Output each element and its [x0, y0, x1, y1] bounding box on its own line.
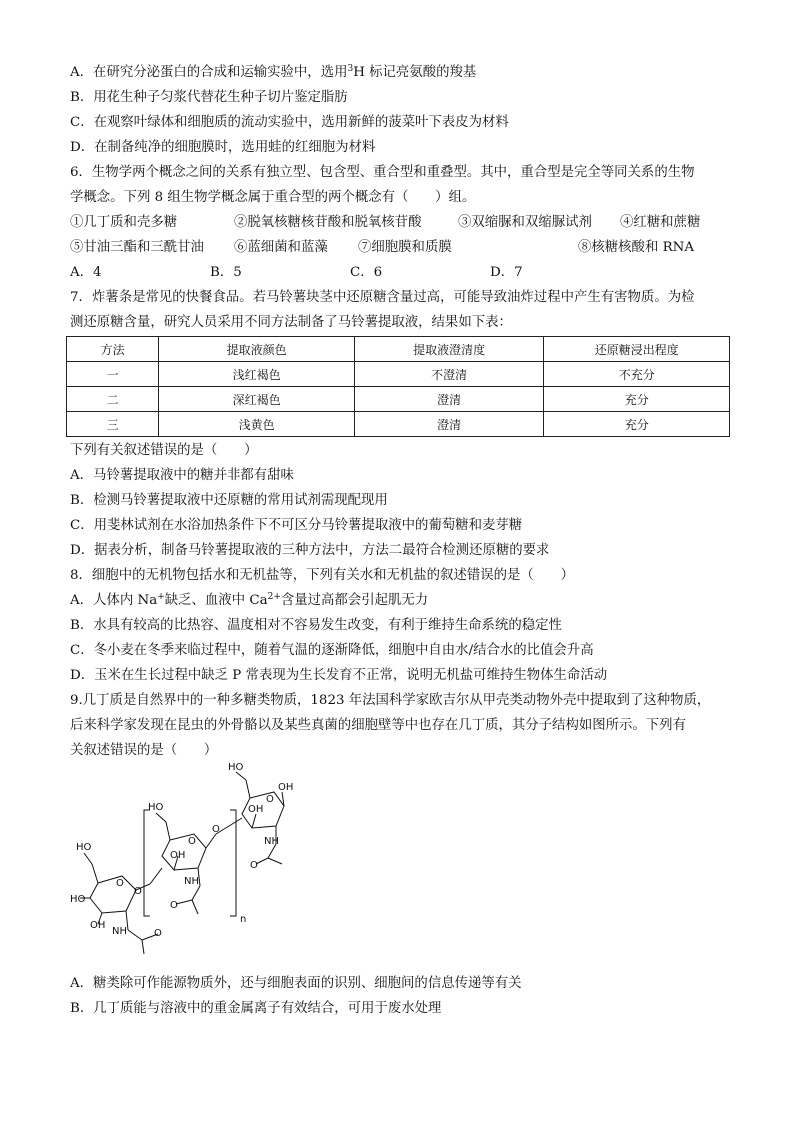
structure-label-oh: OH	[170, 850, 186, 861]
table-row	[67, 362, 730, 387]
q6-item: ④红糖和蔗糖	[620, 215, 701, 230]
table-row	[67, 412, 730, 437]
table-header-cell: 提取液颜色	[159, 337, 355, 362]
table-cell: 充分	[544, 412, 730, 437]
structure-label-o: O	[134, 886, 142, 897]
q6-item: ②脱氧核糖核苷酸和脱氧核苷酸	[234, 215, 422, 230]
structure-label-o: O	[116, 878, 124, 889]
q7-question: 下列有关叙述错误的是（ ）	[70, 443, 258, 458]
q7-results-table	[66, 336, 730, 437]
q8-option-c: C．冬小麦在冬季来临过程中，随着气温的逐渐降低，细胞中自由水/结合水的比值会升高	[70, 643, 594, 658]
table-cell: 三	[67, 412, 159, 437]
table-cell: 澄清	[354, 387, 544, 412]
q6-option: C．6	[350, 265, 383, 280]
q6-item: ⑥蓝细菌和蓝藻	[234, 240, 328, 255]
structure-label-o: O	[212, 824, 220, 835]
structure-label-ho: HO	[76, 842, 92, 853]
structure-label-nh: NH	[112, 926, 127, 937]
table-cell: 浅黄色	[159, 412, 355, 437]
q8-option-d: D．玉米在生长过程中缺乏 P 常表现为生长发育不正常，说明无机盐可维持生物体生命活动	[70, 668, 608, 683]
repeat-bracket-right	[230, 810, 236, 916]
structure-label-nh: NH	[184, 876, 199, 887]
q6-item: ⑧核糖核酸和 RNA	[578, 240, 695, 255]
table-header-row	[67, 337, 730, 362]
q8-option-a: A．人体内 Na+缺乏、血液中 $Ca^{2+}$含量过高都会引起肌无力	[70, 592, 429, 608]
q6-item: ①几丁质和壳多糖	[70, 215, 178, 230]
structure-label-n: n	[240, 914, 247, 925]
table-cell: 不澄清	[354, 362, 544, 387]
structure-label-oh: OH	[278, 782, 294, 793]
q6-items-row2	[70, 239, 694, 257]
repeat-bracket-left	[144, 810, 150, 916]
q7-option-a: A．马铃薯提取液中的糖并非都有甜味	[70, 468, 294, 483]
structure-label-nh: NH	[264, 836, 279, 847]
q6-option: D．7	[490, 265, 523, 280]
q9-stem-line2: 后来科学家发现在昆虫的外骨骼以及某些真菌的细胞壁等中也存在几丁质，其分子结构如图所示。下列有	[70, 718, 686, 733]
structure-label-o: O	[170, 900, 178, 911]
q6-options	[70, 264, 523, 282]
q9-stem-line1: 9.几丁质是自然界中的一种多糖类物质，1823 年法国科学家欧吉尔从甲壳类动物外壳中提取到了这种物质，	[70, 693, 711, 708]
table-header-cell: 方法	[67, 337, 159, 362]
table-cell: 一	[67, 362, 159, 387]
q7-option-d: D．据表分析，制备马铃薯提取液的三种方法中，方法二最符合检测还原糖的要求	[70, 543, 550, 558]
table-cell: 深红褐色	[159, 387, 355, 412]
table-cell: 不充分	[544, 362, 730, 387]
table-row	[67, 387, 730, 412]
q7-option-b: B．检测马铃薯提取液中还原糖的常用试剂需现配现用	[70, 493, 388, 508]
table-header-cell: 提取液澄清度	[354, 337, 544, 362]
q6-item: ⑤甘油三酯和三酰甘油	[70, 240, 204, 255]
structure-label-o: O	[250, 860, 258, 871]
table-cell: 二	[67, 387, 159, 412]
q9-stem-line3: 关叙述错误的是（ ）	[70, 743, 218, 758]
q9-option-a: A．糖类除可作能源物质外，还与细胞表面的识别、细胞间的信息传递等有关	[70, 976, 522, 991]
left-sugar-ring	[90, 876, 136, 913]
q6-item: ⑦细胞膜和质膜	[358, 240, 452, 255]
q6-option: B．5	[210, 265, 242, 280]
q6-stem-line1: 6．生物学两个概念之间的关系有独立型、包含型、重合型和重叠型。其中，重合型是完全等同关系的生物	[70, 165, 695, 180]
q6-stem-line2: 学概念。下列 8 组生物学概念属于重合型的两个概念有（ ）组。	[70, 190, 476, 205]
q6-option: A．4	[70, 265, 102, 280]
q5-option-d: D．在制备纯净的细胞膜时，选用蛙的红细胞为材料	[70, 140, 376, 155]
chitin-structure-diagram	[70, 758, 340, 963]
q8-stem: 8．细胞中的无机物包括水和无机盐等，下列有关水和无机盐的叙述错误的是（ ）	[70, 568, 574, 583]
q5-option-a: A．在研究分泌蛋白的合成和运输实验中，选用$^3$H 标记亮氨酸的羧基	[70, 64, 477, 80]
table-cell: 浅红褐色	[159, 362, 355, 387]
table-header-cell: 还原糖浸出程度	[544, 337, 730, 362]
table-cell: 澄清	[354, 412, 544, 437]
structure-label-o: O	[188, 836, 196, 847]
q9-option-b: B．几丁质能与溶液中的重金属离子有效结合，可用于废水处理	[70, 1001, 442, 1016]
structure-label-ho: HO	[228, 762, 244, 773]
q6-items-row1	[70, 214, 700, 232]
structure-label-ho: HO	[70, 894, 86, 905]
q7-stem-line1: 7．炸薯条是常见的快餐食品。若马铃薯块茎中还原糖含量过高，可能导致油炸过程中产生有害物质。为检	[70, 290, 695, 305]
structure-label-oh: OH	[248, 804, 264, 815]
structure-label-ho: HO	[148, 802, 164, 813]
table-cell: 充分	[544, 387, 730, 412]
q7-option-c: C．用斐林试剂在水浴加热条件下不可区分马铃薯提取液中的葡萄糖和麦芽糖	[70, 518, 523, 533]
q8-option-b: B．水具有较高的比热容、温度相对不容易发生改变，有利于维持生命系统的稳定性	[70, 618, 562, 633]
q5-option-c: C．在观察叶绿体和细胞质的流动实验中，选用新鲜的菠菜叶下表皮为材料	[70, 115, 509, 130]
structure-label-oh: OH	[90, 920, 106, 931]
structure-label-o: O	[154, 928, 162, 939]
q6-item: ③双缩脲和双缩脲试剂	[458, 215, 592, 230]
q5-option-b: B．用花生种子匀浆代替花生种子切片鉴定脂肪	[70, 90, 348, 105]
q7-stem-line2: 测还原糖含量，研究人员采用不同方法制备了马铃薯提取液，结果如下表：	[70, 315, 512, 330]
structure-label-o: O	[266, 794, 274, 805]
